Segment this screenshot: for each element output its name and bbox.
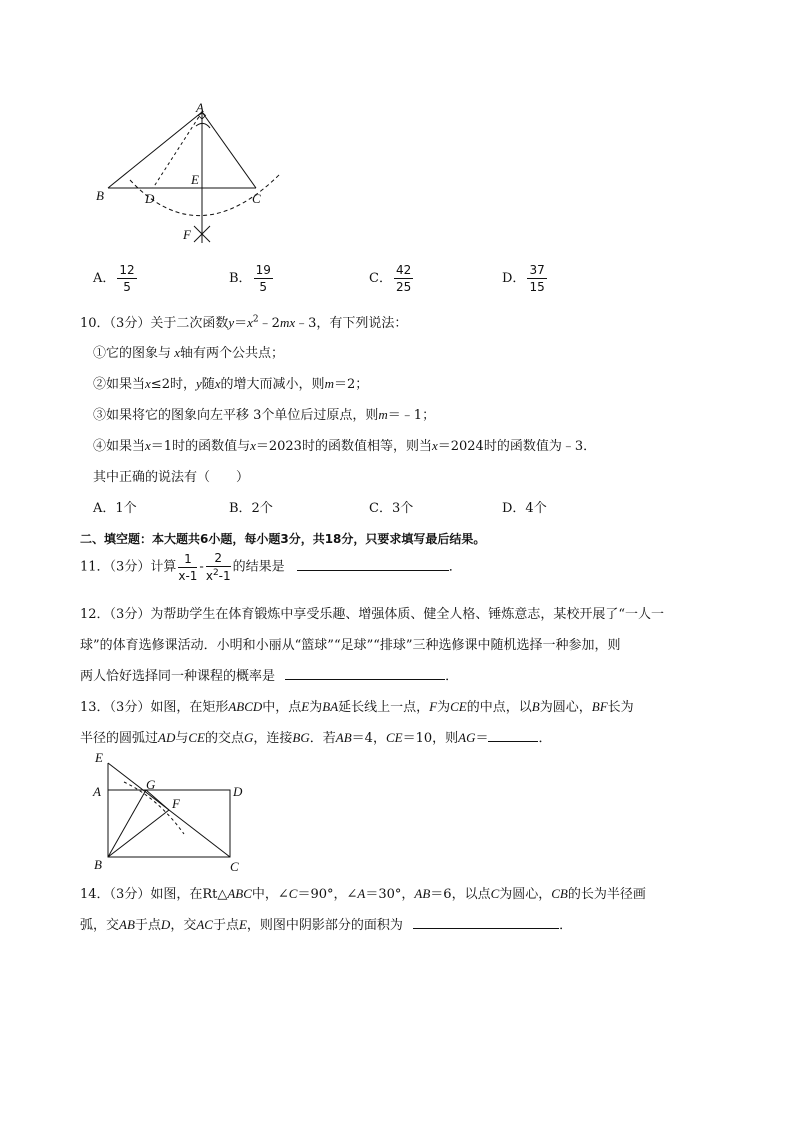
- q14-line-1: 14．（3分）如图，在Rt△ABC中，∠C＝90°，∠A＝30°，AB＝6，以点C为圆心，CB的长为半径画: [80, 886, 646, 902]
- label-e: E: [95, 750, 103, 765]
- q10-statement-4: ④如果当x＝1时的函数值与x＝2023时的函数值相等，则当x＝2024时的函数值为﹣3．: [93, 438, 597, 454]
- label-c: C: [230, 859, 239, 874]
- q10-option-d[interactable]: D．4个: [502, 501, 547, 516]
- label-g: G: [146, 777, 156, 792]
- label-f: F: [172, 796, 180, 811]
- label-a: A: [93, 784, 101, 799]
- q10-stem: 10．（3分）关于二次函数$y=x^2﹣2mx﹣3$，有下列说法：: [80, 314, 408, 331]
- label-d: D: [145, 191, 155, 206]
- arc-top-small: [196, 123, 210, 128]
- rectangle-abcd: [108, 790, 230, 857]
- q13-line-2: 半径的圆弧过AD与CE的交点G，连接BG．若AB＝4，CE＝10，则AG＝ ．: [80, 730, 552, 746]
- label-e: E: [191, 172, 199, 187]
- q12-answer-blank[interactable]: [285, 667, 445, 680]
- q11-answer-blank[interactable]: [297, 558, 449, 571]
- label-d: D: [233, 784, 243, 799]
- label-b: B: [94, 857, 102, 872]
- segment-bf: [108, 810, 169, 857]
- q12-line-3: 两人恰好选择同一种课程的概率是 ．: [80, 669, 459, 684]
- q10-statement-2: ②如果当x≤2时，y随x的增大而减小，则m＝2；: [93, 376, 369, 392]
- q10-option-a[interactable]: A．1个: [93, 501, 137, 516]
- q10-statement-3: ③如果将它的图象向左平移 3个单位后过原点，则m＝﹣1；: [93, 407, 436, 423]
- q9-option-d[interactable]: D． $\frac{37}{15}$: [502, 263, 545, 294]
- q13-answer-blank[interactable]: [488, 729, 538, 742]
- segment-ab: [108, 112, 202, 188]
- q11: 11．（3分）计算 $\frac{1}{x-1}$ - $\frac{2}{x^2-1}$ 的结果是 ．: [80, 551, 462, 583]
- q13-line-1: 13．（3分）如图，在矩形ABCD中，点E为BA延长线上一点，F为CE的中点，以B为圆心，BF长为: [80, 699, 634, 715]
- segment-ac: [202, 112, 256, 188]
- q12-line-2: 球”的体育选修课活动．小明和小丽从“篮球”“足球”“排球”三种选修课中随机选择一种参加，则: [80, 638, 621, 653]
- section-2-heading: 二、填空题：本大题共6小题，每小题3分，共18分，只要求填写最后结果。: [80, 532, 486, 546]
- q12-line-1: 12．（3分）为帮助学生在体育锻炼中享受乐趣、增强体质、健全人格、锤炼意志，某校开展了“一人一: [80, 607, 664, 622]
- segment-bg: [108, 790, 146, 857]
- label-b: B: [96, 188, 104, 203]
- label-c: C: [252, 191, 261, 206]
- q9-option-c[interactable]: C． $\frac{42}{25}$: [369, 263, 412, 294]
- segment-gf: [146, 790, 169, 810]
- q14-line-2: 弧，交AB于点D，交AC于点E，则图中阴影部分的面积为 ．: [80, 917, 573, 933]
- q10-statement-1: ①它的图象与 x轴有两个公共点；: [93, 345, 285, 361]
- q10-question: 其中正确的说法有（ ）: [93, 470, 250, 485]
- q10-option-c[interactable]: C．3个: [369, 501, 414, 516]
- label-a: A: [196, 100, 204, 115]
- figure-q9: [90, 100, 280, 250]
- q10-option-b[interactable]: B．2个: [229, 501, 273, 516]
- figure-q13: [88, 748, 250, 876]
- q9-option-a[interactable]: A． $\frac{12}{5}$: [93, 263, 135, 294]
- q9-option-b[interactable]: B． $\frac{19}{5}$: [229, 263, 271, 294]
- label-f: F: [183, 227, 191, 242]
- q14-answer-blank[interactable]: [413, 916, 559, 929]
